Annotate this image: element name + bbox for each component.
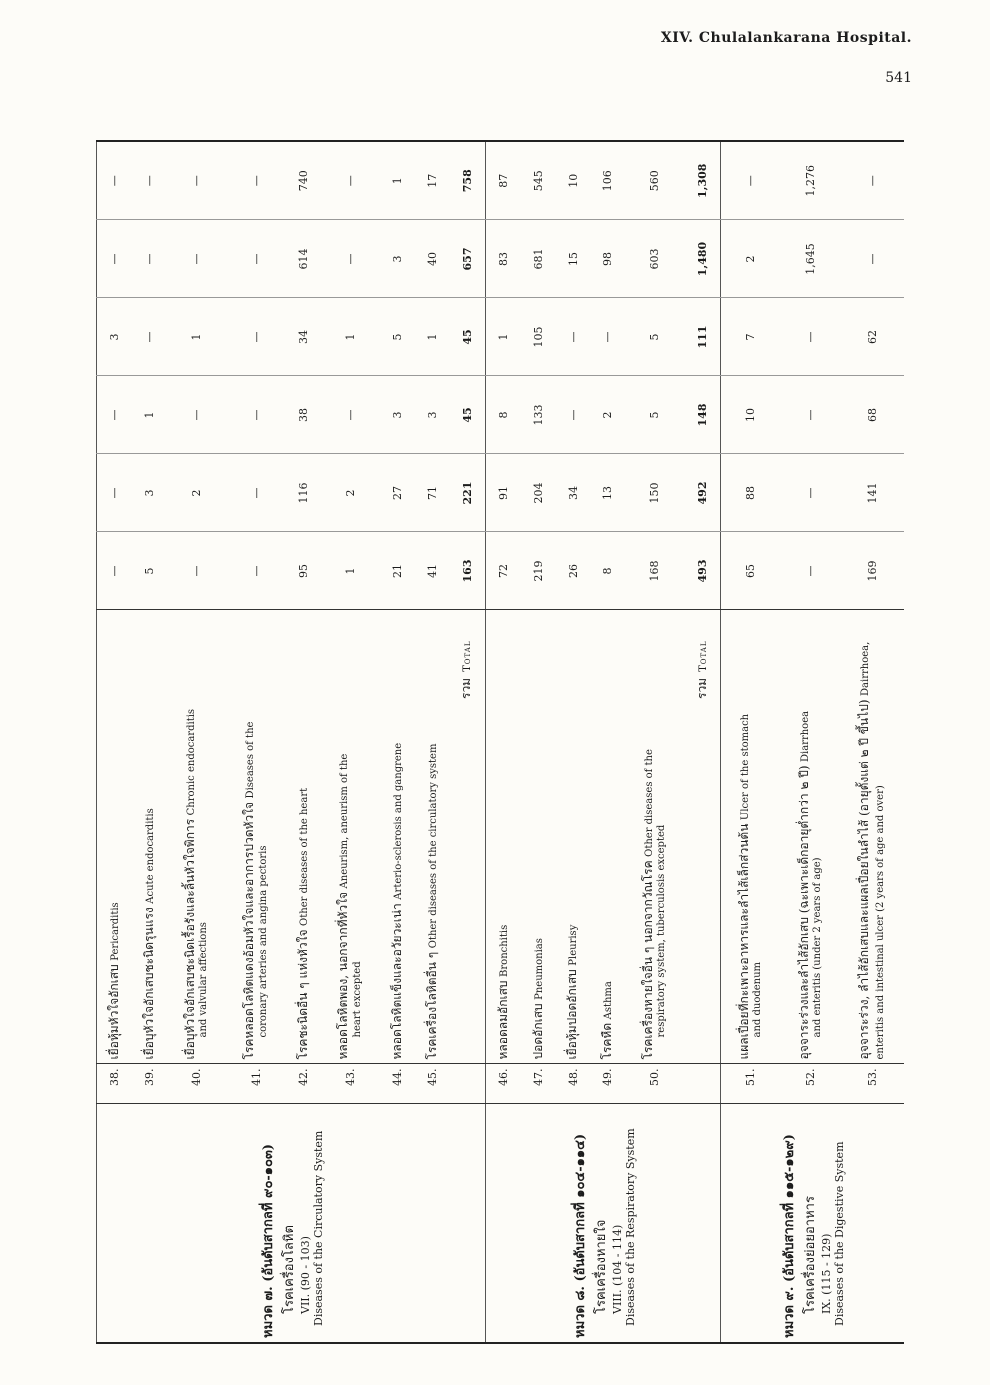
value-cell: 492	[685, 454, 721, 532]
disease-cell	[590, 610, 625, 1064]
value-cell: 7	[720, 298, 781, 376]
value-cell: 1	[391, 177, 405, 185]
value-cell: 657	[450, 220, 486, 298]
disease-cell	[781, 610, 841, 1064]
value-cell: 8	[485, 376, 521, 454]
value-cell: 168	[625, 532, 685, 610]
item-number: 39.	[132, 1064, 167, 1104]
value-cell: 10	[566, 173, 580, 188]
disease-name-thai: อุจจาระร่วง, ลำไส้อักเสบและแผลเปื่อยในลำไส้ (อายุตั้งแต่ ๒ ปี ขึ้นไป)	[857, 699, 872, 1060]
value-cell: —	[321, 376, 381, 454]
disease-name-english: Other diseases of the circulatory system	[427, 743, 439, 949]
value-cell: 105	[521, 298, 556, 376]
page-header	[661, 30, 912, 86]
value-cell: —	[132, 220, 167, 298]
disease-name-thai: โรคหืด	[600, 1022, 615, 1060]
value-cell: 1,480	[685, 220, 721, 298]
value-cell: —	[865, 175, 879, 187]
value-cell: 41	[415, 532, 450, 610]
total-label-thai: รวม	[459, 677, 474, 699]
value-cell: 740	[296, 170, 310, 192]
value-cell: 5	[132, 532, 167, 610]
disease-cell	[286, 610, 321, 1064]
category-thai-subheading: โรคเครื่องย่อยอาหาร	[803, 1196, 819, 1314]
disease-name-thai: ปอดอักเสบ	[530, 1003, 545, 1060]
disease-name-thai: โรคเครื่องโลหิตอื่น ๆ	[424, 951, 439, 1060]
value-cell: 15	[556, 220, 591, 298]
value-cell: —	[226, 220, 286, 298]
table-row	[485, 142, 521, 1342]
table-row	[97, 142, 133, 1342]
category-thai-heading: หมวด ๙. (อันดับสากลที่ ๑๑๕-๑๒๙)	[782, 1134, 798, 1338]
disease-name-english-cont: heart excepted	[351, 961, 363, 1038]
disease-name-english-cont: and duodenum	[752, 961, 764, 1038]
rotated-table-container	[96, 142, 904, 1342]
value-cell: —	[249, 175, 263, 187]
disease-name-english: Acute endocarditis	[144, 808, 156, 904]
disease-name-english-cont: respiratory system, tuberculosis excepted	[656, 824, 668, 1038]
value-cell: —	[781, 298, 841, 376]
disease-name-english: Chronic endocarditis	[185, 708, 197, 816]
statistics-table-frame	[96, 140, 904, 1344]
disease-cell	[521, 610, 556, 1064]
item-number: 48.	[556, 1064, 591, 1104]
value-cell: 106	[601, 170, 615, 192]
item-number: 53.	[840, 1064, 904, 1104]
value-cell: —	[781, 532, 841, 610]
disease-name-thai: อุจจาระร่วงและลำไส้อักเสบ (ฉะเพาะเด็กอายุต่ำกว่า ๒ ปี)	[796, 765, 811, 1060]
item-number: 44.	[380, 1064, 415, 1104]
value-cell: 13	[590, 454, 625, 532]
disease-cell	[720, 610, 781, 1064]
value-cell: —	[167, 376, 227, 454]
category-cell	[485, 1104, 720, 1342]
disease-name-english: Bronchitis	[498, 924, 510, 977]
item-number: 50.	[625, 1064, 685, 1104]
value-cell: —	[590, 298, 625, 376]
value-cell: 681	[521, 220, 556, 298]
category-range: IX. (115 - 129)	[820, 1233, 834, 1314]
value-cell: 65	[720, 532, 781, 610]
value-cell: 133	[521, 376, 556, 454]
disease-cell	[556, 610, 591, 1064]
disease-name-english: Pleurisy	[568, 924, 580, 966]
value-cell: 111	[685, 298, 721, 376]
value-cell: —	[343, 175, 357, 187]
value-cell: 1,308	[695, 163, 709, 198]
value-cell: 221	[450, 454, 486, 532]
value-cell: —	[132, 298, 167, 376]
value-cell: 116	[286, 454, 321, 532]
value-cell: 2	[720, 220, 781, 298]
page-number: 541	[885, 70, 912, 86]
category-thai-heading: หมวด ๗. (อันดับสากลที่ ๙๐-๑๐๓)	[260, 1143, 276, 1338]
disease-name-thai: หลอดลมอักเสบ	[495, 980, 510, 1060]
disease-cell	[167, 610, 227, 1064]
total-label-english: Total	[697, 640, 709, 672]
value-cell: 1,645	[781, 220, 841, 298]
disease-cell	[840, 610, 904, 1064]
item-number	[450, 1064, 486, 1104]
value-cell: 3	[380, 220, 415, 298]
value-cell: 3	[132, 454, 167, 532]
value-cell: 27	[380, 454, 415, 532]
value-cell: 758	[460, 169, 474, 193]
disease-name-english-cont: and valvular affections	[198, 922, 210, 1038]
value-cell: 545	[531, 170, 545, 192]
value-cell: 88	[720, 454, 781, 532]
value-cell: 2	[590, 376, 625, 454]
disease-name-english: Pericarditis	[109, 902, 121, 961]
value-cell: 148	[685, 376, 721, 454]
running-head: XIV. Chulalankarana Hospital.	[660, 30, 912, 46]
disease-cell	[485, 610, 521, 1064]
value-cell: —	[720, 142, 781, 220]
disease-name-english: Other diseases of the	[643, 749, 655, 857]
value-cell: —	[556, 376, 591, 454]
value-cell: 169	[840, 532, 904, 610]
value-cell: —	[167, 220, 227, 298]
value-cell: —	[190, 175, 204, 187]
value-cell: —	[781, 376, 841, 454]
disease-cell	[450, 610, 486, 1064]
disease-name-english-cont: and enteritis (under 2 years of age)	[812, 857, 824, 1038]
value-cell: 150	[625, 454, 685, 532]
value-cell: 3	[380, 376, 415, 454]
value-cell: 8	[590, 532, 625, 610]
total-label-english: Total	[462, 640, 474, 672]
value-cell: 5	[380, 298, 415, 376]
value-cell: —	[97, 454, 133, 532]
value-cell: 95	[286, 532, 321, 610]
value-cell: 40	[415, 220, 450, 298]
item-number: 40.	[167, 1064, 227, 1104]
disease-cell	[415, 610, 450, 1064]
item-number: 51.	[720, 1064, 781, 1104]
value-cell: 204	[521, 454, 556, 532]
value-cell: 603	[625, 220, 685, 298]
value-cell: —	[226, 376, 286, 454]
disease-cell	[625, 610, 685, 1064]
value-cell: 2	[167, 454, 227, 532]
value-cell: 91	[485, 454, 521, 532]
value-cell: 493	[685, 532, 721, 610]
category-thai-subheading: โรคเครื่องโลหิต	[281, 1225, 297, 1314]
table-row	[720, 142, 781, 1342]
value-cell: —	[97, 142, 133, 220]
value-cell: 26	[556, 532, 591, 610]
category-range: VII. (90 - 103)	[298, 1236, 312, 1314]
item-number: 43.	[321, 1064, 381, 1104]
category-cell	[720, 1104, 904, 1342]
value-cell: 1	[132, 376, 167, 454]
value-cell: 72	[485, 532, 521, 610]
disease-name-thai: โรคชะนิดอื่น ๆ แห่งหัวใจ	[295, 929, 310, 1060]
disease-name-english: Pneumonias	[533, 938, 545, 1000]
category-english: Diseases of the Respiratory System	[623, 1128, 637, 1326]
disease-name-english: Asthma	[603, 981, 615, 1020]
value-cell: 1	[485, 298, 521, 376]
value-cell: 1	[321, 298, 381, 376]
disease-name-english: Diarrhoea	[799, 710, 811, 762]
value-cell: 68	[840, 376, 904, 454]
value-cell: —	[556, 298, 591, 376]
value-cell: 71	[415, 454, 450, 532]
disease-name-thai: เยื่อบุหัวใจอักเสบชะนิดรุนแรง	[141, 907, 156, 1060]
category-english: Diseases of the Digestive System	[833, 1141, 847, 1326]
disease-name-english: Diseases of the	[245, 721, 257, 799]
value-cell: 219	[521, 532, 556, 610]
disease-name-english: Ulcer of the stomach	[739, 713, 751, 821]
category-thai-heading: หมวด ๘. (อันดับสากลที่ ๑๐๔-๑๑๔)	[572, 1133, 588, 1338]
item-number: 45.	[415, 1064, 450, 1104]
disease-name-english: Dairrhoea, enteritis and intestinal ulcer (2 years of age and over)	[860, 641, 886, 1060]
item-number: 52.	[781, 1064, 841, 1104]
value-cell: —	[167, 532, 227, 610]
value-cell: 1	[321, 532, 381, 610]
item-number: 41.	[226, 1064, 286, 1104]
disease-cell	[132, 610, 167, 1064]
value-cell: —	[97, 376, 133, 454]
disease-name-thai: เยื่อหุ้มปอดอักเสบ	[565, 969, 580, 1060]
value-cell: 3	[97, 298, 133, 376]
disease-name-english-cont: coronary arteries and angina pectoris	[257, 845, 269, 1038]
disease-name-english: Arterio-sclerosis and gangrene	[392, 742, 404, 900]
disease-name-english: Aneurism, aneurism of the	[339, 753, 351, 889]
disease-statistics-table	[96, 142, 904, 1342]
item-number: 47.	[521, 1064, 556, 1104]
disease-name-thai: หลอดโลหิตแข็งและอวัยวะเน่า	[389, 903, 404, 1060]
value-cell: 34	[556, 454, 591, 532]
value-cell: 5	[625, 376, 685, 454]
value-cell: 87	[485, 142, 521, 220]
category-english: Diseases of the Circulatory System	[311, 1130, 325, 1326]
value-cell: 17	[425, 173, 439, 188]
value-cell: 34	[286, 298, 321, 376]
disease-cell	[685, 610, 721, 1064]
value-cell: —	[781, 454, 841, 532]
value-cell: 5	[625, 298, 685, 376]
disease-cell	[380, 610, 415, 1064]
value-cell: 45	[450, 298, 486, 376]
item-number: 49.	[590, 1064, 625, 1104]
category-range: VIII. (104 - 114)	[610, 1224, 624, 1314]
disease-name-thai: หลอดโลหิตพอง, นอกจากที่หัวใจ	[336, 891, 351, 1060]
disease-name-thai: โรคหลอดโลหิตแดงอ้อมหัวใจและอาการปวดหัวใจ	[242, 801, 257, 1060]
item-number: 46.	[485, 1064, 521, 1104]
value-cell: 3	[415, 376, 450, 454]
value-cell: —	[97, 220, 133, 298]
value-cell: 2	[321, 454, 381, 532]
value-cell: 163	[450, 532, 486, 610]
disease-cell	[321, 610, 381, 1064]
item-number	[685, 1064, 721, 1104]
disease-cell	[97, 610, 133, 1064]
value-cell: —	[226, 298, 286, 376]
disease-name-thai: โรคเครื่องหายใจอื่น ๆ นอกจากวัณโรค	[640, 860, 655, 1060]
value-cell: 98	[590, 220, 625, 298]
item-number: 38.	[97, 1064, 133, 1104]
category-thai-subheading: โรคเครื่องหายใจ	[593, 1219, 609, 1314]
disease-name-thai: แผลเปื่อยที่กะเพาะอาหารและลำไส้เล็กส่วนต้น	[736, 823, 751, 1060]
value-cell: 1	[415, 298, 450, 376]
value-cell: 10	[720, 376, 781, 454]
value-cell: —	[321, 220, 381, 298]
total-label-thai: รวม	[694, 677, 709, 699]
value-cell: 62	[840, 298, 904, 376]
disease-cell	[226, 610, 286, 1064]
value-cell: —	[226, 532, 286, 610]
value-cell: —	[97, 532, 133, 610]
value-cell: 560	[648, 170, 662, 192]
disease-name-english: Other diseases of the heart	[298, 787, 310, 926]
value-cell: —	[143, 175, 157, 187]
category-cell	[97, 1104, 486, 1342]
value-cell: 1,276	[804, 165, 818, 197]
value-cell: —	[840, 220, 904, 298]
value-cell: —	[226, 454, 286, 532]
value-cell: 1	[167, 298, 227, 376]
value-cell: 614	[286, 220, 321, 298]
value-cell: 45	[450, 376, 486, 454]
disease-name-thai: เยื่อบุหัวใจอักเสบชะนิดเรื้อรังและลิ้นหัวใจพิการ	[182, 818, 197, 1060]
item-number: 42.	[286, 1064, 321, 1104]
value-cell: 83	[485, 220, 521, 298]
value-cell: 21	[380, 532, 415, 610]
value-cell: 38	[286, 376, 321, 454]
value-cell: 141	[840, 454, 904, 532]
disease-name-thai: เยื่อหุ้มหัวใจอักเสบ	[106, 964, 121, 1060]
